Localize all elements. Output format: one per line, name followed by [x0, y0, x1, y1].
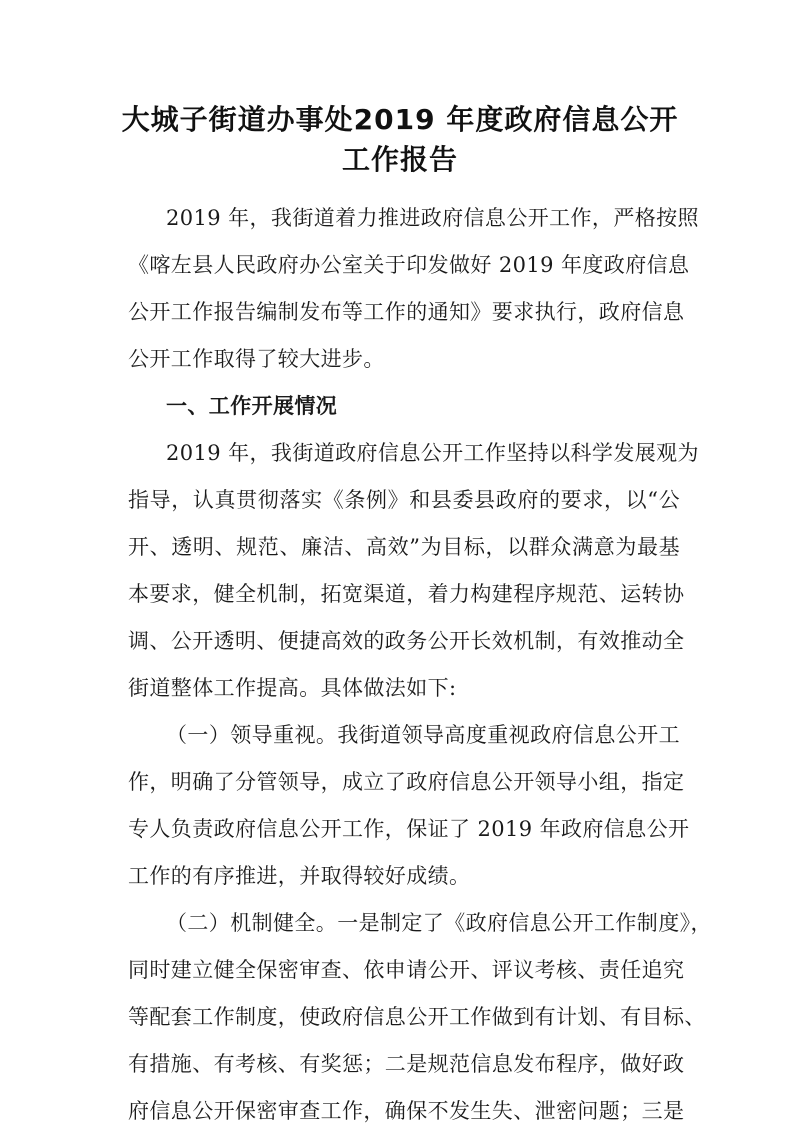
paragraph-leadership-line-4: 工作的有序推进，并取得较好成绩。 [128, 864, 471, 888]
document-title-line-1: 大城子街道办事处2019 年度政府信息公开 [121, 103, 679, 136]
paragraph-mechanism-line-2: 同时建立健全保密审查、依申请公开、评议考核、责任追究 [128, 958, 685, 982]
paragraph-overview-line-3: 开、透明、规范、廉洁、高效”为目标，以群众满意为最基 [128, 535, 680, 559]
paragraph-overview-line-2: 指导，认真贯彻落实《条例》和县委县政府的要求，以“公 [128, 488, 680, 512]
paragraph-intro-line-3: 公开工作报告编制发布等工作的通知》要求执行，政府信息 [128, 300, 685, 324]
paragraph-overview-line-6: 街道整体工作提高。具体做法如下: [128, 676, 457, 700]
section-heading-work-progress: 一、工作开展情况 [166, 394, 338, 418]
paragraph-overview-line-4: 本要求，健全机制，拓宽渠道，着力构建程序规范、运转协 [128, 582, 685, 606]
paragraph-mechanism-line-5: 府信息公开保密审查工作，确保不发生失、泄密问题；三是 [128, 1099, 685, 1123]
paragraph-leadership-line-3: 专人负责政府信息公开工作，保证了 2019 年政府信息公开 [128, 817, 690, 841]
paragraph-mechanism-line-1: （二）机制健全。一是制定了《政府信息公开工作制度》， [166, 911, 712, 935]
paragraph-mechanism-line-3: 等配套工作制度，使政府信息公开工作做到有计划、有目标、 [128, 1005, 706, 1029]
paragraph-overview-line-1: 2019 年，我街道政府信息公开工作坚持以科学发展观为 [166, 441, 699, 465]
paragraph-intro-line-1: 2019 年，我街道着力推进政府信息公开工作，严格按照 [166, 206, 699, 230]
paragraph-mechanism-line-4: 有措施、有考核、有奖惩；二是规范信息发布程序，做好政 [128, 1052, 685, 1076]
paragraph-leadership-line-1: （一）领导重视。我街道领导高度重视政府信息公开工 [166, 723, 680, 747]
document-title-line-2: 工作报告 [341, 143, 458, 176]
paragraph-leadership-line-2: 作，明确了分管领导，成立了政府信息公开领导小组，指定 [128, 770, 685, 794]
paragraph-overview-line-5: 调、公开透明、便捷高效的政务公开长效机制，有效推动全 [128, 629, 685, 653]
paragraph-intro-line-2: 《喀左县人民政府办公室关于印发做好 2019 年度政府信息 [128, 253, 690, 277]
paragraph-intro-line-4: 公开工作取得了较大进步。 [128, 347, 385, 371]
